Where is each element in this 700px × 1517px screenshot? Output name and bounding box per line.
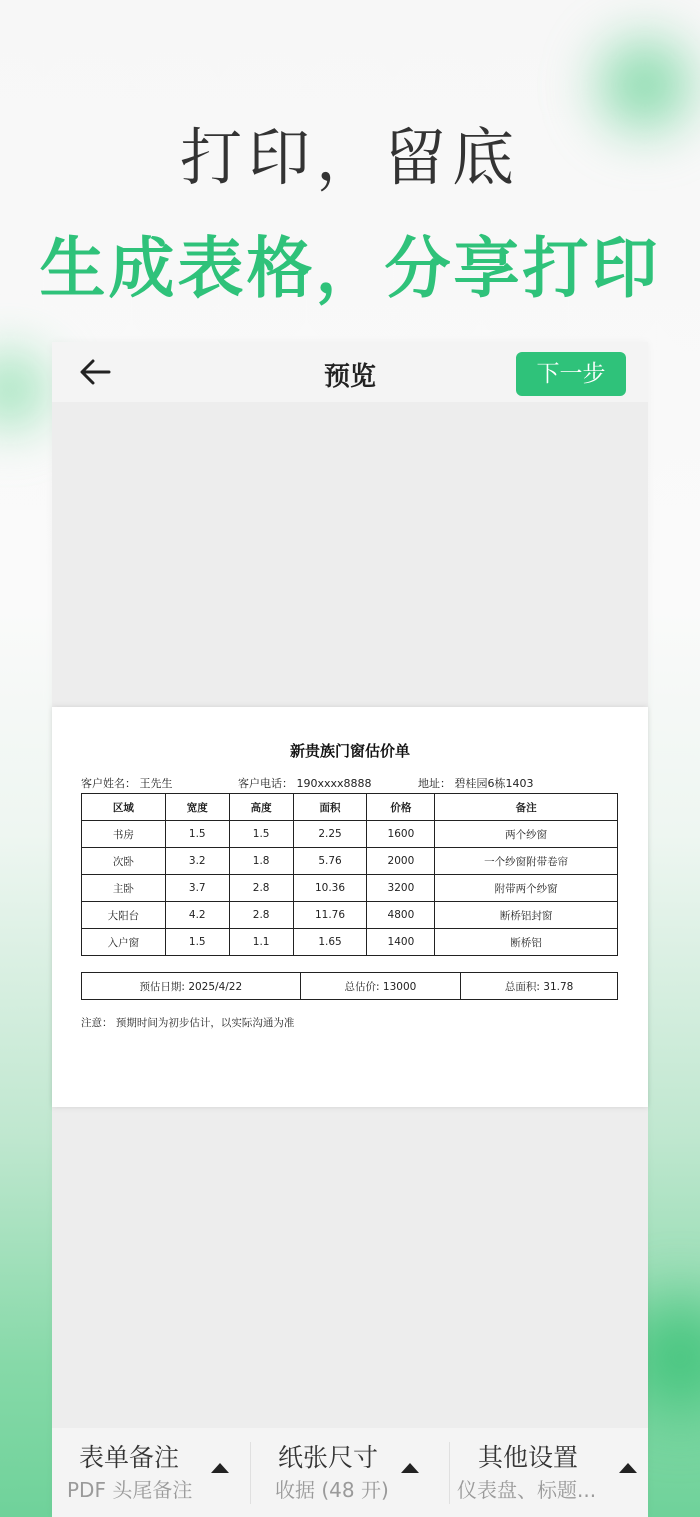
tab-subtitle: PDF 头尾备注	[67, 1478, 193, 1502]
hero-subheadline: 生成表格，分享打印	[39, 230, 661, 307]
summary-row	[82, 973, 618, 1000]
caret-up-icon	[401, 1463, 419, 1473]
table-cell: 1.65	[293, 929, 367, 956]
nav-bar	[52, 342, 648, 402]
table-cell: 4.2	[165, 902, 229, 929]
table-cell: 3.2	[165, 848, 229, 875]
table-header-row	[82, 794, 618, 821]
table-cell: 11.76	[293, 902, 367, 929]
tab-other-settings[interactable]	[450, 1428, 648, 1517]
caret-up-icon	[211, 1463, 229, 1473]
estimate-date: 预估日期: 2025/4/22	[82, 973, 301, 1000]
estimate-table	[81, 793, 618, 956]
tab-title: 表单备注	[79, 1443, 180, 1472]
table-cell: 1400	[367, 929, 435, 956]
summary-table	[81, 972, 618, 1000]
customer-address: 地址： 碧桂园6栋1403	[418, 777, 534, 790]
document-note: 注意： 预期时间为初步估计，以实际沟通为准	[81, 1017, 295, 1029]
table-row	[82, 821, 618, 848]
table-row	[82, 902, 618, 929]
table-cell: 4800	[367, 902, 435, 929]
table-row	[82, 875, 618, 902]
bottom-settings-bar	[52, 1428, 648, 1517]
table-header-cell: 面积	[293, 794, 367, 821]
table-cell: 3.7	[165, 875, 229, 902]
tab-form-notes[interactable]	[52, 1428, 250, 1517]
table-cell: 1600	[367, 821, 435, 848]
tab-title: 其他设置	[478, 1443, 579, 1472]
table-cell: 大阳台	[82, 902, 166, 929]
table-header-cell: 备注	[435, 794, 618, 821]
tab-subtitle: 仪表盘、标题...	[457, 1478, 597, 1502]
total-area: 总面积: 31.78	[461, 973, 618, 1000]
table-cell: 一个纱窗附带卷帘	[435, 848, 618, 875]
document-title: 新贵族门窗估价单	[289, 742, 410, 760]
table-cell: 1.5	[165, 929, 229, 956]
tab-title: 纸张尺寸	[278, 1443, 379, 1472]
table-cell: 1.1	[229, 929, 293, 956]
table-cell: 2000	[367, 848, 435, 875]
table-cell: 1.5	[165, 821, 229, 848]
table-cell: 1.5	[229, 821, 293, 848]
tab-paper-size[interactable]	[251, 1428, 449, 1517]
table-row	[82, 929, 618, 956]
table-header-cell: 区域	[82, 794, 166, 821]
table-cell: 5.76	[293, 848, 367, 875]
hero-headline: 打印，留底	[179, 121, 520, 194]
table-cell: 附带两个纱窗	[435, 875, 618, 902]
total-price: 总估价: 13000	[300, 973, 461, 1000]
table-cell: 次卧	[82, 848, 166, 875]
table-cell: 断桥铝封窗	[435, 902, 618, 929]
table-cell: 断桥铝	[435, 929, 618, 956]
table-cell: 书房	[82, 821, 166, 848]
table-cell: 主卧	[82, 875, 166, 902]
next-step-button[interactable]: 下一步	[516, 352, 626, 396]
table-cell: 入户窗	[82, 929, 166, 956]
table-cell: 2.8	[229, 902, 293, 929]
table-cell: 两个纱窗	[435, 821, 618, 848]
customer-phone: 客户电话： 190xxxx8888	[238, 777, 372, 790]
table-cell: 2.25	[293, 821, 367, 848]
page-title: 预览	[323, 362, 376, 392]
table-cell: 3200	[367, 875, 435, 902]
table-cell: 2.8	[229, 875, 293, 902]
table-cell: 10.36	[293, 875, 367, 902]
table-header-cell: 宽度	[165, 794, 229, 821]
app-screen	[52, 342, 648, 1517]
document-preview	[52, 707, 648, 1107]
table-header-cell: 高度	[229, 794, 293, 821]
tab-subtitle: 收据 (48 开)	[275, 1478, 389, 1502]
caret-up-icon	[619, 1463, 637, 1473]
table-cell: 1.8	[229, 848, 293, 875]
table-row	[82, 848, 618, 875]
customer-name: 客户姓名： 王先生	[81, 777, 173, 790]
table-header-cell: 价格	[367, 794, 435, 821]
